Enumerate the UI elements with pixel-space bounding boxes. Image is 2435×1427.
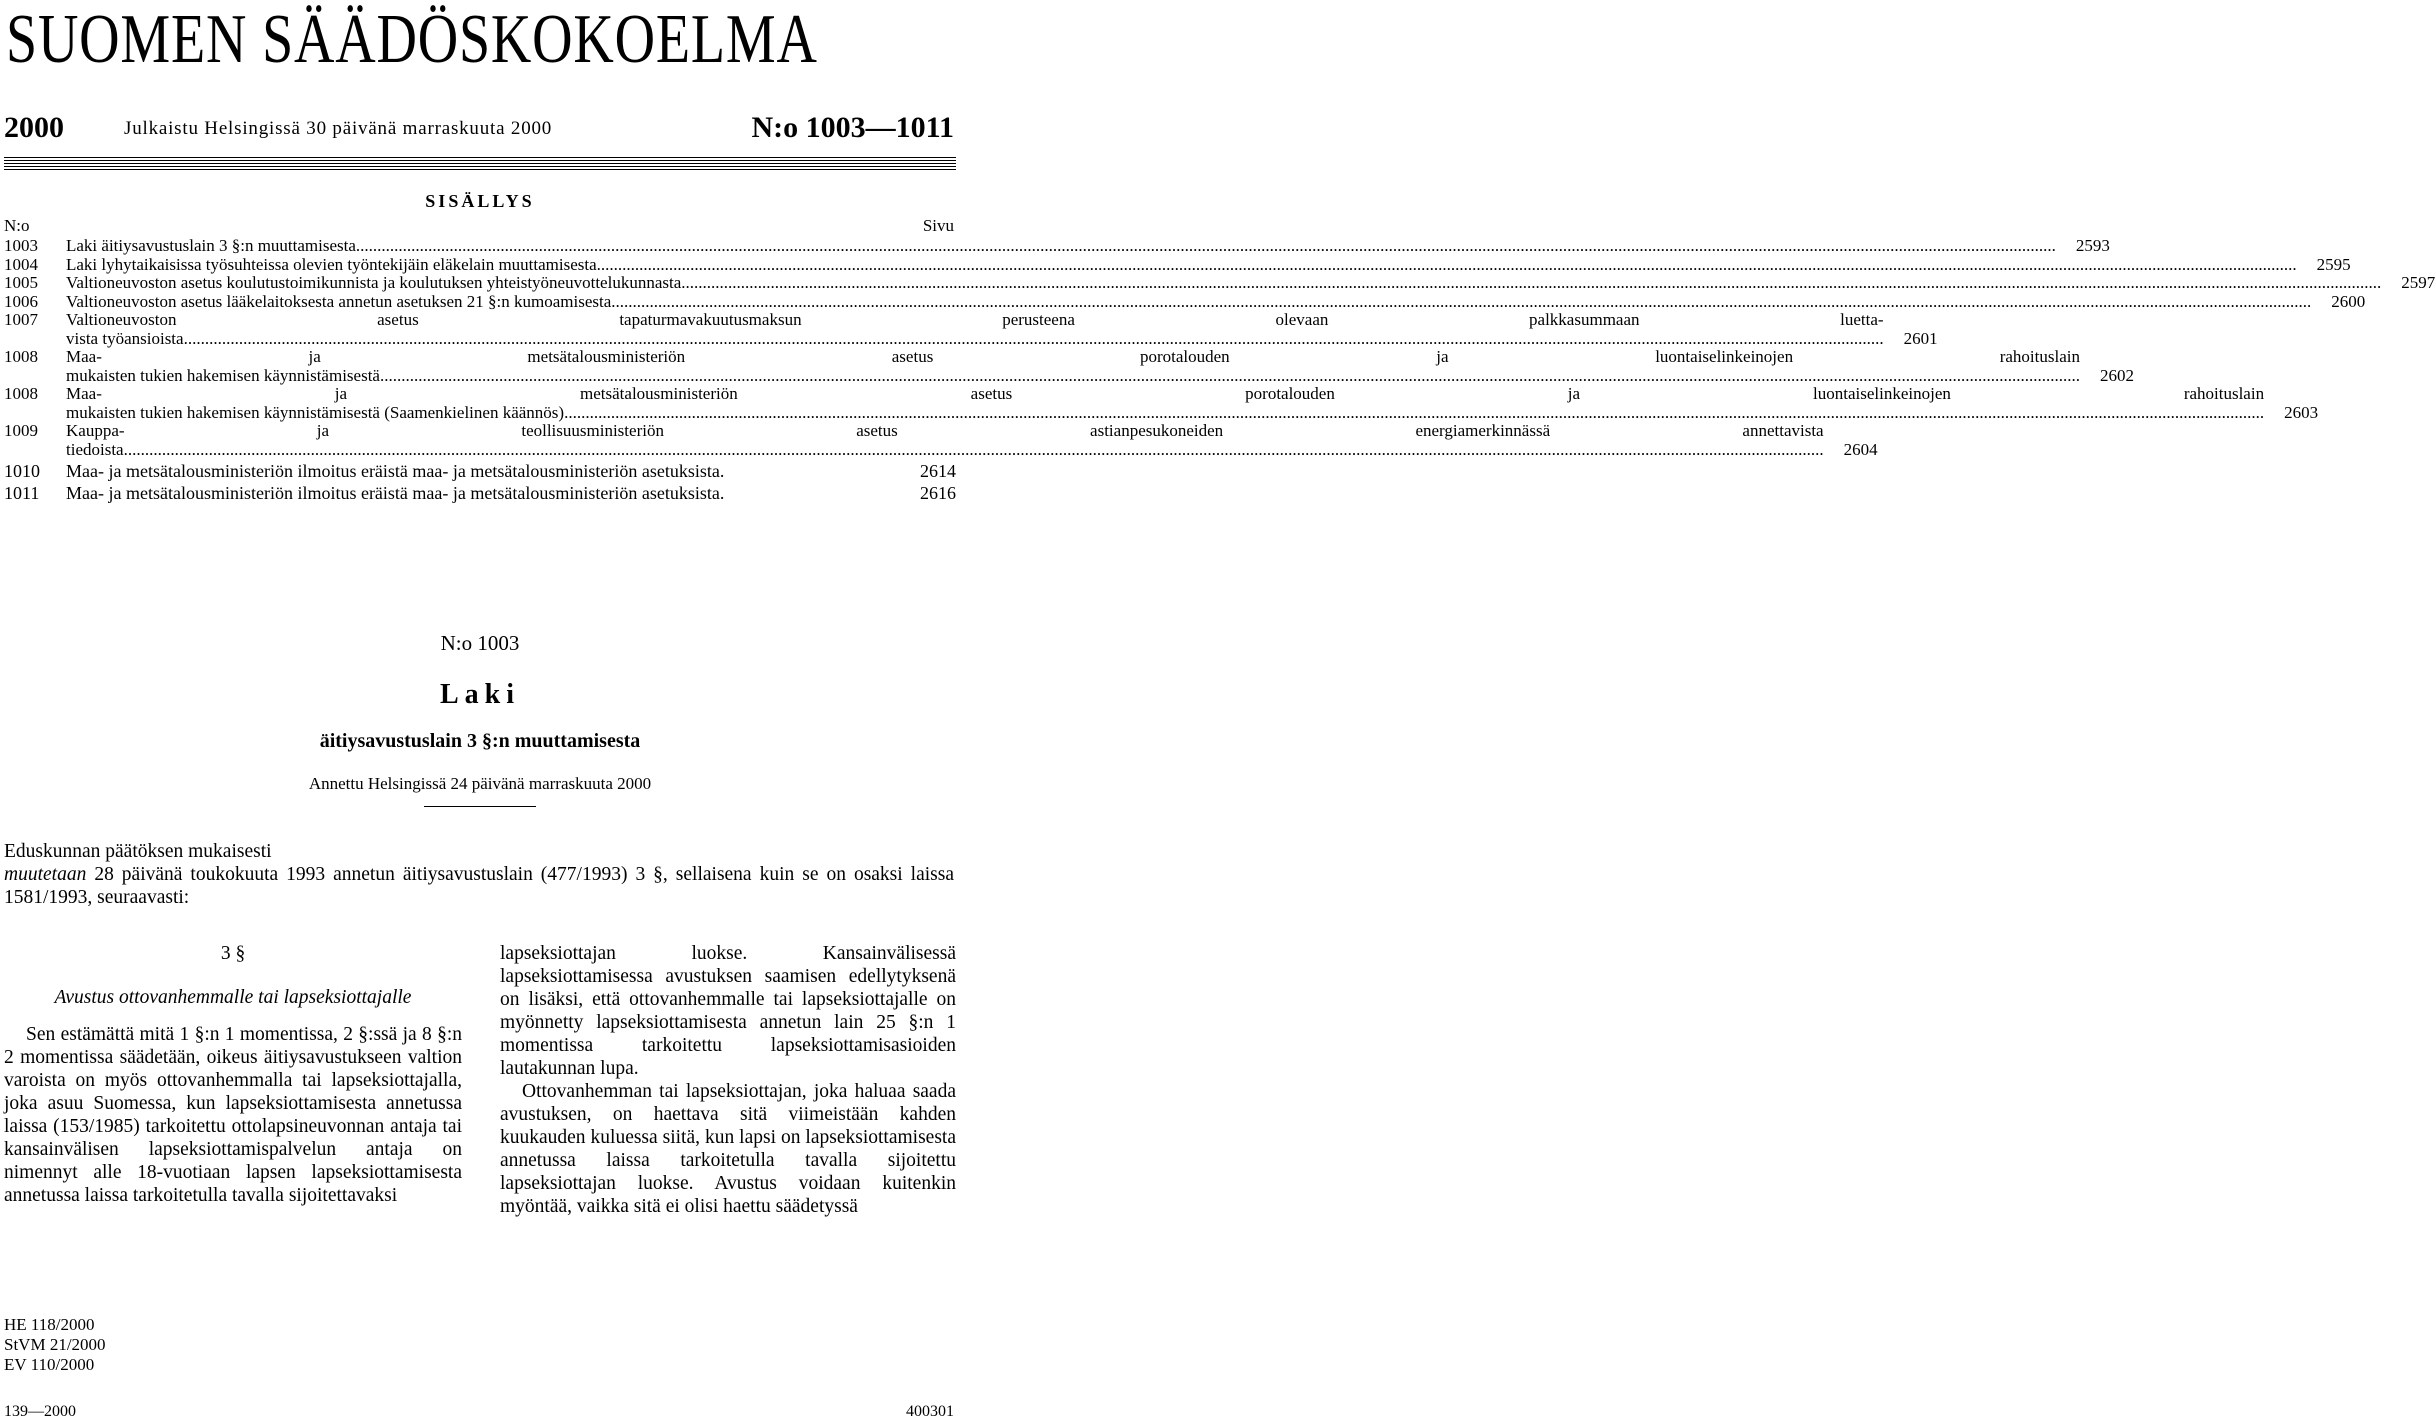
act-number: N:o 1003 (440, 631, 520, 655)
toc-entry-title (66, 237, 2058, 256)
footer-number: 400301 (906, 1403, 954, 1420)
toc-entry-line: Valtioneuvoston asetus lääkelaitoksesta annetun asetuksen 21 §:n kumoamisesta (66, 291, 612, 311)
toc-entry-page: 2597 (2401, 273, 2435, 292)
toc-entry-line: Valtioneuvoston asetus tapaturmavakuutusmaksun perusteena olevaan palkkasummaan luetta- (66, 310, 1884, 329)
toc-entry-number: 1010 (4, 461, 40, 481)
toc-entry-line: Maa- ja metsätalousministeriön asetus porotalouden ja luontaiselinkeinojen rahoituslain (66, 384, 2265, 403)
toc-number-heading: N:o (4, 216, 30, 235)
section-paragraph-continued: lapseksiottajan luokse. Kansainvälisessä lapseksiottamisessa avustuksen saamisen edellytyksenä on lisäksi, että ottovanhemmalle tai lapseksiottajalle on myönnetty lapseksiottamisesta annetun lain 25 §:n 1 momentissa tarkoitettu lapseksiottamisasioiden lautakunnan lupa. (500, 943, 956, 1079)
preamble-text (4, 863, 954, 909)
toc-leader-dots: ................................................................................................................................................................................................................................................................................................................................................................................................................ (564, 402, 2265, 422)
toc-entry-line: Maa- ja metsätalousministeriön ilmoitus eräistä maa- ja metsätalousministeriön asetuksista (66, 461, 720, 481)
toc-entry (4, 384, 2319, 422)
toc-entry (4, 254, 2351, 275)
legislative-references (4, 1315, 106, 1375)
toc-entry-title (66, 422, 1826, 459)
section-paragraph: Sen estämättä mitä 1 §:n 1 momentissa, 2 §:ssä ja 8 §:n 2 momentissa säädetään, oikeus äitiysavustukseen valtion varoista on myös ottovanhemmalla tai lapseksiottajalla, joka asuu Suomessa, kun lapseksiottamisesta annetussa laissa (153/1985) tarkoitettu ottolapsineuvonnan antaja tai kansainvälisen lapseksiottamispalvelun antaja on nimennyt alle 18-vuotiaan lapsen lapseksiottamisesta annetussa laissa tarkoitetulla tavalla sijoitettavaksi (4, 1024, 462, 1206)
toc-entry-page: 2614 (920, 461, 956, 481)
act-date: Annettu Helsingissä 24 päivänä marraskuuta 2000 (308, 774, 652, 793)
toc-entry-page: 2616 (920, 482, 956, 503)
reference-line: EV 110/2000 (4, 1355, 95, 1374)
year: 2000 (4, 111, 64, 144)
toc-entry-number: 1007 (4, 310, 38, 329)
toc-entry-page: 2602 (2099, 365, 2134, 385)
footer-code: 139—2000 (4, 1403, 76, 1420)
toc-entry-title (66, 462, 904, 481)
act-title: äitiysavustuslain 3 §:n muuttamisesta (319, 730, 641, 752)
header-rule (4, 157, 956, 158)
section-heading: 3 § (220, 943, 246, 964)
toc-entry-page: 2604 (1843, 439, 1878, 459)
left-column (4, 942, 462, 1207)
toc-entry-page: 2603 (2284, 402, 2319, 422)
header-rule (4, 169, 956, 170)
title-divider (424, 806, 536, 807)
toc-entry-number: 1008 (4, 347, 38, 366)
toc-entry-number: 1006 (4, 291, 38, 311)
toc-leader-dots: . (719, 482, 725, 503)
toc-entry-number: 1005 (4, 273, 38, 292)
toc-entry-title (66, 311, 1886, 348)
toc-entry (4, 273, 2435, 293)
toc-leader-dots: ................................................................................................................................................................................................................................................................................................................................................................................................................ (611, 291, 2312, 311)
preamble-emphasis: muutetaan (4, 864, 87, 885)
toc-entry-number: 1008 (4, 384, 38, 403)
toc-entry-number: 1011 (4, 482, 40, 503)
publication-date: Julkaistu Helsingissä 30 päivänä marraskuuta 2000 (124, 118, 553, 139)
toc-entry-line: Kauppa- ja teollisuusministeriön asetus astianpesukoneiden energiamerkinnässä annettavista (66, 421, 1824, 440)
contents-title: SISÄLLYS (425, 191, 535, 211)
toc-entry-title (66, 484, 904, 503)
toc-entry-title (66, 385, 2266, 422)
preamble-rest: 28 päivänä toukokuuta 1993 annetun äitiysavustuslain (477/1993) 3 §, sellaisena kuin se on osaksi laissa 1581/1993, seuraavasti: (4, 864, 954, 908)
toc-entry-line: Valtioneuvoston asetus koulutustoimikunnista ja koulutuksen yhteistyöneuvottelukunnasta (66, 273, 682, 292)
toc-entry-title (66, 274, 2383, 293)
toc-entry (4, 236, 2110, 256)
toc-entry-line: mukaisten tukien hakemisen käynnistämisestä (66, 365, 380, 385)
section-paragraph: Ottovanhemman tai lapseksiottajan, joka haluaa saada avustuksen, on haettava sitä viimeistään kahden kuukauden kuluessa siitä, kun lapsi on lapseksiottamisesta annetussa laissa tarkoitetulla tavalla sijoitettu lapseksiottajan luokse. Avustus voidaan kuitenkin myöntää, vaikka sitä ei olisi haettu säädetyssä (500, 1081, 956, 1217)
toc-page-heading: Sivu (922, 216, 954, 235)
masthead: SUOMEN SÄÄDÖSKOKOELMA (6, 1, 818, 78)
toc-leader-dots: ................................................................................................................................................................................................................................................................................................................................................................................................................ (596, 254, 2297, 274)
toc-entry-line: Laki lyhytaikaisissa työsuhteissa olevien työntekijäin eläkelain muuttamisesta (66, 254, 597, 274)
header-rule (4, 166, 956, 167)
toc-entry-number: 1003 (4, 236, 38, 255)
toc-entry-line: vista työansioista (66, 328, 184, 348)
toc-leader-dots: ................................................................................................................................................................................................................................................................................................................................................................................................................ (123, 439, 1824, 459)
toc-entry-line: Maa- ja metsätalousministeriön asetus porotalouden ja luontaiselinkeinojen rahoituslain (66, 347, 2080, 366)
toc-entry-line: Maa- ja metsätalousministeriön ilmoitus eräistä maa- ja metsätalousministeriön asetuksista (66, 482, 720, 503)
toc-entry-page: 2595 (2316, 254, 2351, 274)
toc-entry-line: mukaisten tukien hakemisen käynnistämisestä (Saamenkielinen käännös) (66, 402, 565, 422)
header-rule (4, 163, 956, 164)
toc-entry-page: 2600 (2331, 291, 2366, 311)
reference-line: HE 118/2000 (4, 1315, 95, 1334)
reference-line: StVM 21/2000 (4, 1335, 106, 1354)
toc-entry (4, 291, 2366, 312)
toc-entry-page: 2593 (2075, 236, 2110, 255)
toc-entry (4, 347, 2134, 385)
toc-entry-page: 2601 (1903, 328, 1938, 348)
preamble (4, 840, 954, 909)
issue-range: N:o 1003—1011 (751, 111, 954, 144)
table-of-contents (4, 236, 2435, 503)
toc-leader-dots: ................................................................................................................................................................................................................................................................................................................................................................................................................ (379, 365, 2080, 385)
toc-entry-line: tiedoista (66, 439, 124, 459)
toc-leader-dots: . (719, 461, 725, 481)
right-column (500, 942, 956, 1218)
toc-entry (4, 310, 1938, 348)
toc-entry-number: 1004 (4, 254, 38, 274)
toc-entry (4, 462, 956, 481)
act-type: Laki (439, 679, 521, 710)
toc-leader-dots: ................................................................................................................................................................................................................................................................................................................................................................................................................ (681, 273, 2382, 292)
header-rule (4, 160, 956, 161)
toc-entry-title (66, 293, 2313, 312)
toc-entry-title (66, 256, 2299, 275)
section-title: Avustus ottovanhemmalle tai lapseksiottajalle (54, 987, 412, 1008)
toc-entry-number: 1009 (4, 421, 38, 440)
preamble-line: Eduskunnan päätöksen mukaisesti (4, 841, 272, 862)
toc-leader-dots: ................................................................................................................................................................................................................................................................................................................................................................................................................ (183, 328, 1884, 348)
toc-entry (4, 421, 1878, 459)
toc-leader-dots: ................................................................................................................................................................................................................................................................................................................................................................................................................ (355, 236, 2056, 255)
toc-entry (4, 484, 956, 503)
toc-entry-title (66, 348, 2082, 385)
toc-entry-line: Laki äitiysavustuslain 3 §:n muuttamisesta (66, 236, 356, 255)
